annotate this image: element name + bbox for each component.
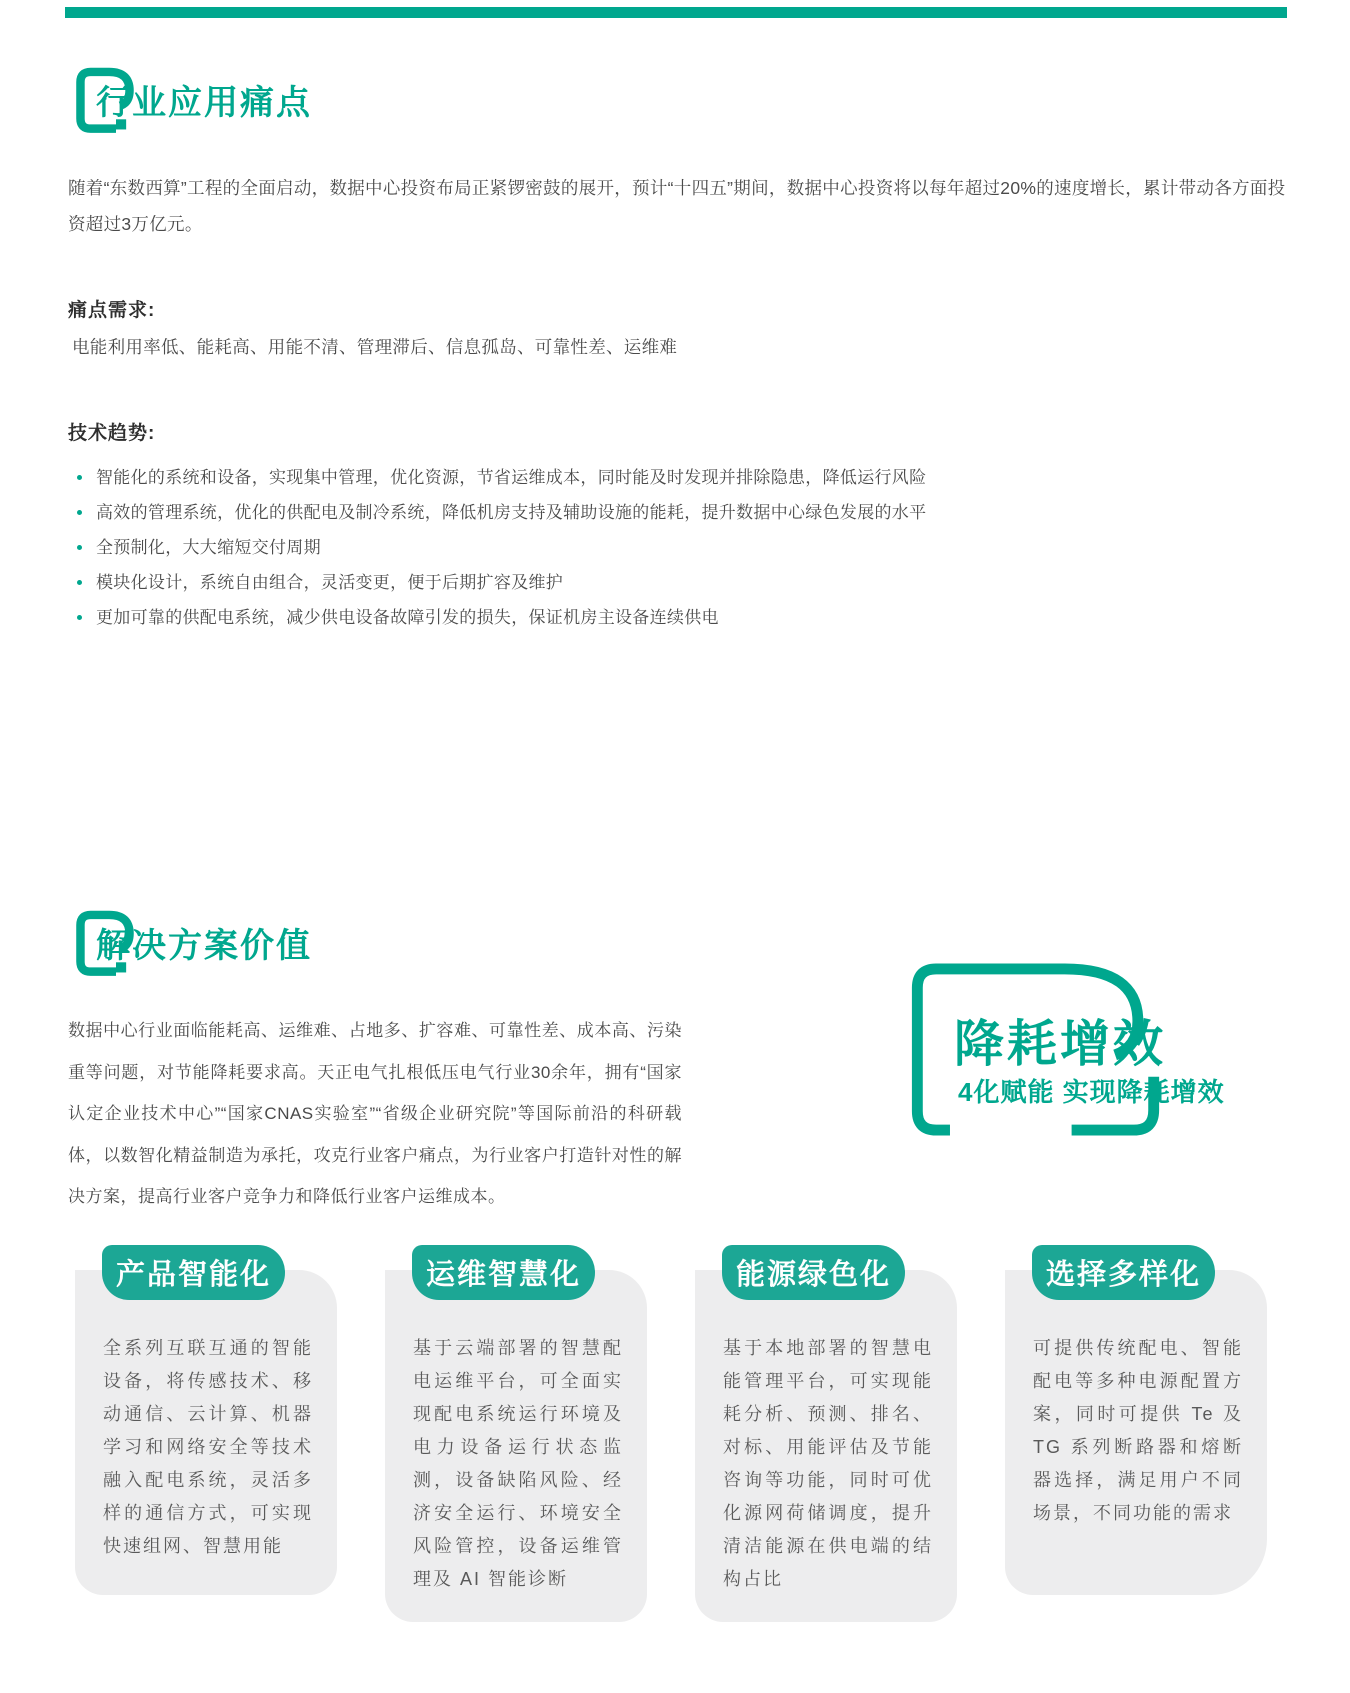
trend-item-text: 智能化的系统和设备，实现集中管理，优化资源，节省运维成本，同时能及时发现并排除隐患，降低运行风险 bbox=[96, 468, 927, 487]
section2-header bbox=[72, 905, 492, 995]
section1-title: 行业应用痛点 bbox=[96, 84, 312, 122]
tech-trend-heading: 技术趋势: bbox=[68, 423, 156, 444]
trend-item bbox=[68, 503, 1168, 523]
card-diverse-choice bbox=[1005, 1259, 1267, 1595]
section2-title: 解决方案价值 bbox=[96, 927, 312, 965]
card-text: 基于本地部署的智慧电能管理平台，可实现能耗分析、预测、排名、对标、用能评估及节能咨询等功能，同时可优化源网荷储调度，提升清洁能源在供电端的结构占比 bbox=[723, 1338, 933, 1589]
trend-item-text: 高效的管理系统，优化的供配电及制冷系统，降低机房支持及辅助设施的能耗，提升数据中心绿色发展的水平 bbox=[96, 503, 927, 522]
intro-paragraph: 随着“东数西算”工程的全面启动，数据中心投资布局正紧锣密鼓的展开，预计“十四五”期间，数据中心投资将以每年超过20%的速度增长，累计带动各方面投资超过3万亿元。 bbox=[68, 178, 1286, 234]
trend-item bbox=[68, 538, 1168, 558]
feature-subtitle: 4化赋能 实现降耗增效 bbox=[958, 1077, 1225, 1107]
trend-item-text: 更加可靠的供配电系统，减少供电设备故障引发的损失，保证机房主设备连续供电 bbox=[96, 608, 719, 627]
bullet-dot-icon bbox=[77, 615, 82, 620]
trend-item-text: 模块化设计，系统自由组合，灵活变更，便于后期扩容及维护 bbox=[96, 573, 564, 592]
value-cards-row bbox=[75, 1259, 1267, 1622]
feature-callout bbox=[908, 960, 1225, 1138]
card-text: 全系列互联互通的智能设备，将传感技术、移动通信、云计算、机器学习和网络安全等技术融入配电系统，灵活多样的通信方式，可实现快速组网、智慧用能 bbox=[103, 1338, 313, 1556]
pain-demand-heading: 痛点需求: bbox=[68, 300, 156, 321]
trend-item bbox=[68, 468, 1168, 488]
bullet-dot-icon bbox=[77, 475, 82, 480]
trend-item bbox=[68, 573, 1168, 593]
bullet-dot-icon bbox=[77, 510, 82, 515]
card-label-pill: 产品智能化 bbox=[102, 1245, 285, 1300]
trend-item-text: 全预制化，大大缩短交付周期 bbox=[96, 538, 321, 557]
pain-demand-text: 电能利用率低、能耗高、用能不清、管理滞后、信息孤岛、可靠性差、运维难 bbox=[72, 337, 678, 357]
card-text: 基于云端部署的智慧配电运维平台，可全面实现配电系统运行环境及电力设备运行状态监测，设备缺陷风险、经济安全运行、环境安全风险管控，设备运维管理及 AI 智能诊断 bbox=[413, 1338, 623, 1589]
card-label-pill: 能源绿色化 bbox=[722, 1245, 905, 1300]
card-label-pill: 选择多样化 bbox=[1032, 1245, 1215, 1300]
solution-paragraph: 数据中心行业面临能耗高、运维难、占地多、扩容难、可靠性差、成本高、污染重等问题，对节能降耗要求高。天正电气扎根低压电气行业30余年，拥有“国家认定企业技术中心”“国家CNAS实验室”“省级企业研究院”等国际前沿的科研载体，以数智化精益制造为承托，攻克行业客户痛点，为行业客户打造针对性的解决方案，提高行业客户竞争力和降低行业客户运维成本。 bbox=[68, 1021, 682, 1206]
bullet-dot-icon bbox=[77, 580, 82, 585]
card-product-intelligence bbox=[75, 1259, 337, 1595]
top-accent-bar bbox=[65, 7, 1287, 18]
trend-list bbox=[68, 468, 1168, 643]
card-label-pill: 运维智慧化 bbox=[412, 1245, 595, 1300]
card-text: 可提供传统配电、智能配电等多种电源配置方案，同时可提供 Te 及 TG 系列断路器和熔断器选择，满足用户不同场景，不同功能的需求 bbox=[1033, 1338, 1243, 1523]
card-green-energy bbox=[695, 1259, 957, 1622]
trend-item bbox=[68, 608, 1168, 628]
bullet-dot-icon bbox=[77, 545, 82, 550]
section1-header bbox=[72, 62, 492, 152]
card-smart-operation bbox=[385, 1259, 647, 1622]
feature-title: 降耗增效 bbox=[954, 1016, 1166, 1072]
